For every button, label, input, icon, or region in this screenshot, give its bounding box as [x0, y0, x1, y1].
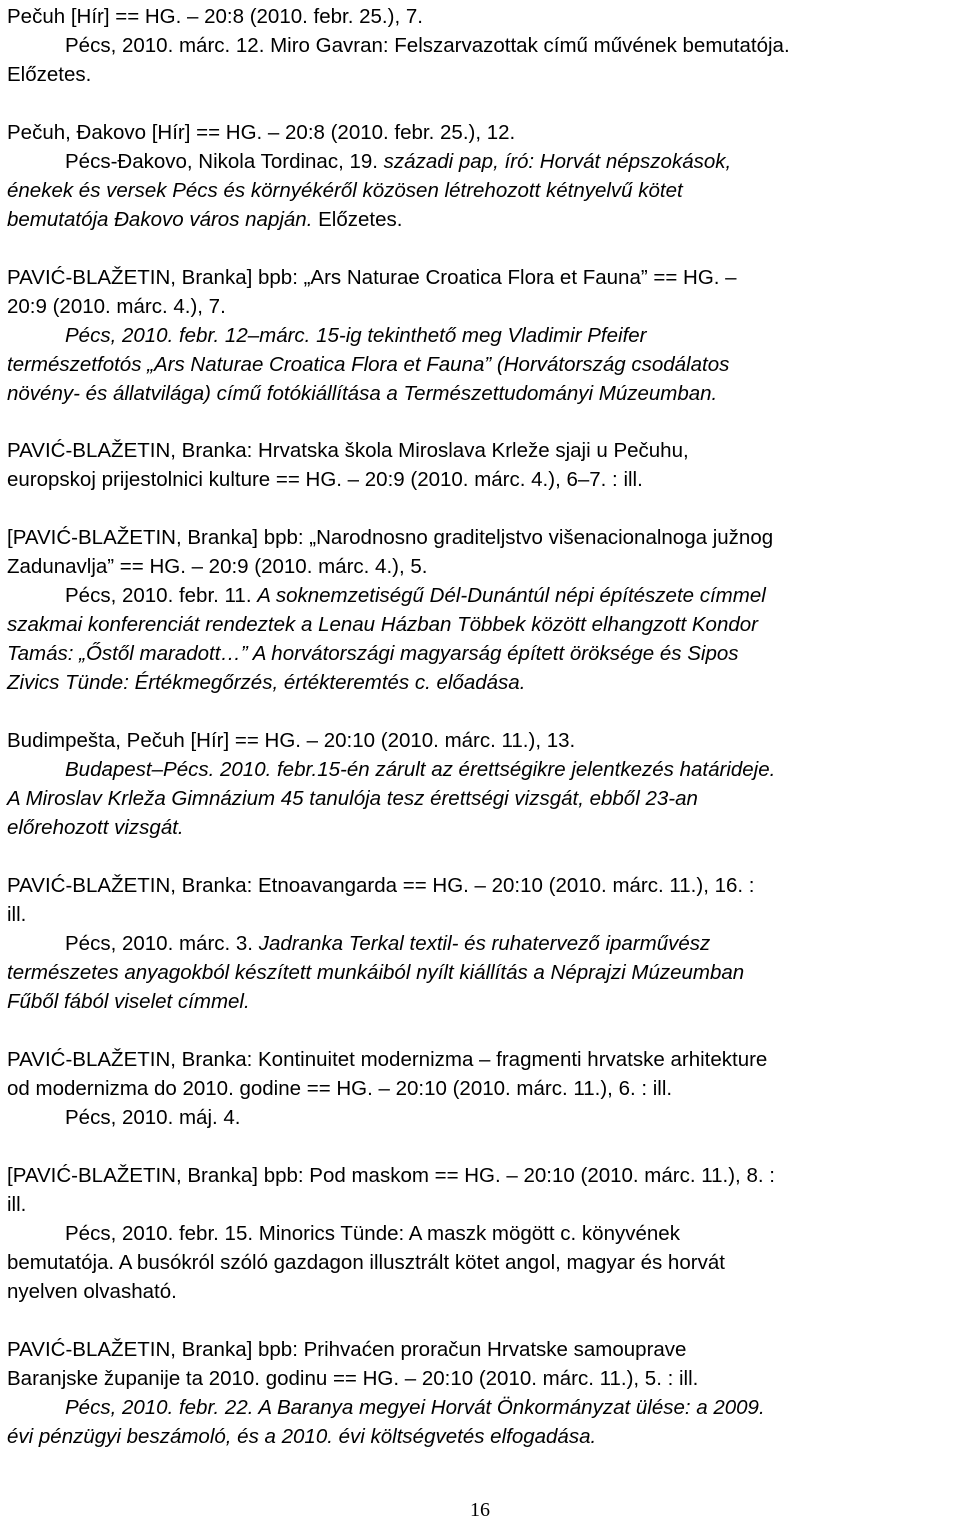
text-segment: Tamás: „Őstől maradott…” A horvátországi magyarság épített öröksége és Sipos	[7, 642, 739, 665]
text-segment: 15-én zárult az érettségikre jelentkezés határideje.	[317, 758, 776, 781]
entry-line	[7, 352, 729, 378]
text-segment: A soknemzetiségű Dél-Dunántúl népi építészete címmel	[257, 584, 766, 607]
entry-line	[65, 1395, 765, 1421]
entry-line	[65, 1105, 240, 1131]
text-segment: Pečuh [Hír] == HG. – 20:8 (2010. febr. 25.), 7.	[7, 5, 423, 28]
entry-line	[7, 120, 515, 146]
text-segment: nyelven olvasható.	[7, 1280, 177, 1303]
text-segment: Előzetes.	[7, 63, 92, 86]
entry-line	[7, 265, 737, 291]
text-segment: A Miroslav Krleža Gimnázium 45 tanulója tesz érettségi vizsgát, ebből 23-an	[7, 787, 698, 810]
text-segment: Pécs, 2010. márc. 12. Miro Gavran: Felszarvazottak című művének bemutatója.	[65, 34, 790, 57]
entry-line	[7, 1250, 725, 1276]
entry-line	[7, 786, 698, 812]
text-segment: PAVIĆ-BLAŽETIN, Branka: Etnoavangarda == HG. – 20:10 (2010. márc. 11.), 16. :	[7, 874, 755, 897]
entry-line	[7, 438, 689, 464]
text-segment: bemutatója. A busókról szóló gazdagon illusztrált kötet angol, magyar és horvát	[7, 1251, 725, 1274]
entry-line	[7, 207, 402, 233]
entry-line	[7, 1047, 767, 1073]
entry-line	[7, 1337, 686, 1363]
text-segment: od modernizma do 2010. godine == HG. – 20:10 (2010. márc. 11.), 6. : ill.	[7, 1077, 673, 1100]
text-segment: előrehozott vizsgát.	[7, 816, 184, 839]
text-segment: századi pap, író: Horvát népszokások,	[383, 150, 732, 173]
text-segment: Budapest–Pécs. 2010. febr.	[65, 758, 318, 781]
text-segment: Pécs, 2010. febr. 15. Minorics Tünde: A maszk mögött c. könyvének	[65, 1222, 680, 1245]
text-segment: Pécs, 2010. febr. 22. A Baranya megyei Horvát Önkormányzat ülése: a 2009.	[65, 1396, 765, 1419]
entry-line	[65, 323, 647, 349]
entry-line	[7, 1076, 672, 1102]
text-segment: PAVIĆ-BLAŽETIN, Branka] bpb: „Ars Naturae Croatica Flora et Fauna” == HG. –	[7, 266, 737, 289]
entry-line	[7, 1192, 26, 1218]
text-segment: 20:9 (2010. márc. 4.), 7.	[7, 295, 226, 318]
entry-line	[7, 815, 184, 841]
text-segment: PAVIĆ-BLAŽETIN, Branka: Kontinuitet modernizma – fragmenti hrvatske arhitekture	[7, 1048, 768, 1071]
text-segment: természetfotós „Ars Naturae Croatica Flora et Fauna” (Horvátország csodálatos	[7, 353, 730, 376]
text-segment: PAVIĆ-BLAŽETIN, Branka] bpb: Prihvaćen proračun Hrvatske samouprave	[7, 1338, 687, 1361]
text-segment: Pečuh, Đakovo [Hír] == HG. – 20:8 (2010. febr. 25.), 12.	[7, 121, 516, 144]
text-segment: növény- és állatvilága) című fotókiállítása a Természettudományi Múzeumban.	[7, 382, 718, 405]
entry-line	[7, 554, 427, 580]
entry-line	[65, 583, 766, 609]
entry-line	[65, 931, 710, 957]
text-segment: [PAVIĆ-BLAŽETIN, Branka] bpb: „Narodnosno graditeljstvo višenacionalnoga južnog	[7, 526, 774, 549]
text-segment: ill.	[7, 1193, 27, 1216]
entry-line	[7, 641, 739, 667]
entry-line	[7, 525, 773, 551]
text-segment: Zivics Tünde: Értékmegőrzés, értékteremtés c. előadása.	[7, 671, 526, 694]
text-segment: [PAVIĆ-BLAŽETIN, Branka] bpb: Pod maskom == HG. – 20:10 (2010. márc. 11.), 8. :	[7, 1164, 775, 1187]
text-segment: Baranjske županije ta 2010. godinu == HG. – 20:10 (2010. márc. 11.), 5. : ill.	[7, 1367, 699, 1390]
entry-line	[7, 960, 744, 986]
entry-line	[7, 902, 26, 928]
text-segment: énekek és versek Pécs és környékéről közösen létrehozott kétnyelvű kötet	[7, 179, 683, 202]
entry-line	[65, 33, 790, 59]
entry-line	[7, 1279, 177, 1305]
text-segment: Előzetes.	[318, 208, 403, 231]
entry-line	[7, 670, 525, 696]
entry-line	[65, 757, 775, 783]
entry-line	[65, 1221, 680, 1247]
entry-line	[7, 294, 226, 320]
text-segment: szakmai konferenciát rendeztek a Lenau Házban Többek között elhangzott Kondor	[7, 613, 758, 636]
text-segment: Pécs, 2010. márc. 3.	[65, 932, 259, 955]
text-segment: PAVIĆ-BLAŽETIN, Branka: Hrvatska škola Miroslava Krleže sjaji u Pečuhu,	[7, 439, 689, 462]
text-segment: bemutatója Đakovo város napján.	[7, 208, 319, 231]
entry-line	[7, 381, 717, 407]
text-segment: Budimpešta, Pečuh [Hír] == HG. – 20:10 (2010. márc. 11.), 13.	[7, 729, 576, 752]
text-segment: europskoj prijestolnici kulture == HG. – 20:9 (2010. márc. 4.), 6–7. : ill.	[7, 468, 643, 491]
entry-line	[7, 989, 250, 1015]
entry-line	[65, 149, 731, 175]
entry-line	[7, 1424, 596, 1450]
text-segment: Pécs, 2010. febr. 11.	[65, 584, 258, 607]
text-segment: ill.	[7, 903, 27, 926]
text-segment: Jadranka Terkal textil- és ruhatervező iparművész	[258, 932, 711, 955]
text-segment: Zadunavlja” == HG. – 20:9 (2010. márc. 4.), 5.	[7, 555, 428, 578]
entry-line	[7, 612, 758, 638]
text-segment: Pécs-Đakovo, Nikola Tordinac, 19.	[65, 150, 384, 173]
text-segment: Pécs, 2010. máj. 4.	[65, 1106, 241, 1129]
entry-line	[7, 62, 91, 88]
text-segment: Fűből fából viselet címmel.	[7, 990, 250, 1013]
entry-line	[7, 1163, 775, 1189]
entry-line	[7, 467, 643, 493]
entry-line	[7, 728, 575, 754]
entry-line	[7, 178, 683, 204]
entry-line	[7, 4, 423, 30]
entry-line	[7, 1366, 698, 1392]
entry-line	[7, 873, 754, 899]
text-segment: Pécs, 2010. febr. 12–márc. 15-ig tekinthető meg Vladimir Pfeifer	[65, 324, 647, 347]
page-number: 16	[470, 1499, 490, 1521]
text-segment: természetes anyagokból készített munkáiból nyílt kiállítás a Néprajzi Múzeumban	[7, 961, 745, 984]
text-segment: évi pénzügyi beszámoló, és a 2010. évi költségvetés elfogadása.	[7, 1425, 597, 1448]
